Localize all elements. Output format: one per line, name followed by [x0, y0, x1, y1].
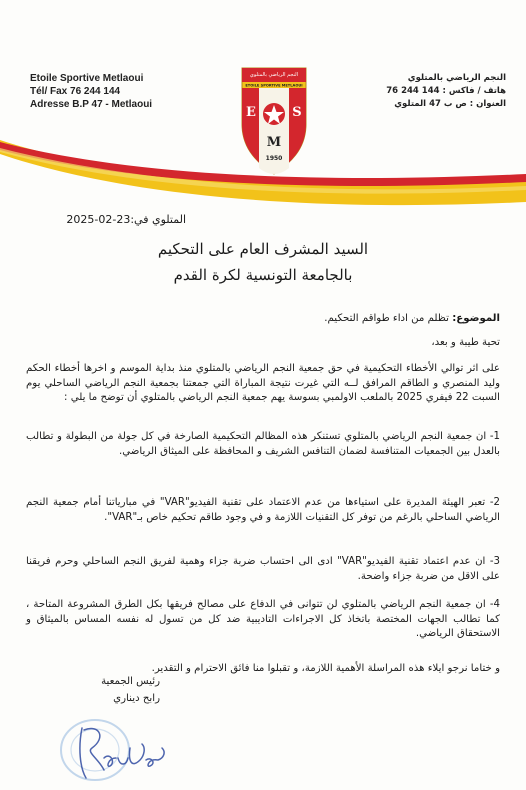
- header-contact-latin: [30, 72, 152, 111]
- club-name-arabic: النجم الرياضي بالمتلوي: [407, 73, 506, 83]
- crest-band-text: ETOILE SPORTIVE METLAOUI: [245, 83, 303, 88]
- signature-title: رئيس الجمعية: [101, 676, 160, 687]
- point-4: 4- ان جمعية النجم الرياضي بالمتلوي لن تتوانى في الدفاع على مصالح فريقها بكل الطرق المشروعة المتاحة ، كما تطالب الجهات المختصة باتخاذ كل الاجراءات التاديبية ضد كل من تسول له نفسه المساس بالميثاق و الاستحقاق الرياضي.: [26, 599, 500, 639]
- phone-fax-latin: Tél/ Fax 76 244 144: [30, 86, 121, 97]
- header-contact-arabic: [326, 72, 506, 111]
- crest-letter-e: E: [246, 105, 256, 120]
- point-3: 3- ان عدم اعتماد تقنية الفيديو"VAR" ادى الى احتساب ضربة جزاء وهمية لفريق النجم الساحلي وحرم فريقنا على الاقل من ضربة جزاء واضحة.: [26, 556, 500, 582]
- subject-text: تظلم من اداء طواقم التحكيم.: [324, 313, 449, 324]
- addressee-line-1: السيد المشرف العام على التحكيم: [157, 240, 369, 258]
- handwritten-signature: [70, 718, 180, 788]
- club-name-latin: Etoile Sportive Metlaoui: [30, 73, 144, 84]
- signature-name: رابح ديناري: [113, 693, 160, 704]
- letter-date: المتلوي في:23-02-2025: [66, 213, 186, 226]
- address-arabic: العنوان : ص ب 47 المتلوي: [394, 99, 506, 109]
- point-2: 2- تعبر الهيئة المديرة على استياءها من عدم الاعتماد على تقنية الفيديو"VAR" في مبارياتنا أمام جمعية النجم الرياضي الساحلي بالرغم من توفر كل التقنيات اللازمة و في وجود طاقم تحكيم خاص بـ"VAR".: [26, 497, 500, 523]
- greeting: تحية طيبة و بعد،: [431, 337, 500, 348]
- crest-arabic-text: النجم الرياضي بالمتلوي: [249, 72, 299, 78]
- crest-letter-m: M: [266, 135, 282, 150]
- closing-paragraph: و ختاما نرجو ايلاء هذه المراسلة الأهمية اللازمة، و تقبلوا منا فائق الاحترام و التقدير.: [151, 663, 500, 674]
- addressee-line-2: بالجامعة التونسية لكرة القدم: [173, 266, 353, 284]
- address-latin: Adresse B.P 47 - Metlaoui: [30, 99, 153, 110]
- point-1: 1- ان جمعية النجم الرياضي بالمتلوي تستنكر هذه المظالم التحكيمية الصارخة في كل جولة من البطولة و تطالب بالعدل بين الجمعيات المتنافسة لضمان التنافس الشريف و المحافظة على الميثاق الرياضي.: [26, 431, 500, 457]
- subject-label: الموضوع:: [452, 313, 500, 324]
- phone-fax-arabic: هاتف / فاكس : 144 244 76: [386, 86, 506, 96]
- subject-line: [26, 312, 500, 327]
- intro-paragraph: على اثر توالي الأخطاء التحكيمية في حق جمعية النجم الرياضي بالمتلوي منذ بداية الموسم و اخرها أخطاء الحكم وليد المنصري و الطاقم المرافق لــه التي غيرت نتيجة المباراة التي جمعتنا بجمعية النجم الرياضي الساحلي يوم السبت 22 فيفري 2025 بالملعب الاولمبي بسوسة يهم جمعية النجم الرياضي بالمتلوي أن توضح ما يلي :: [26, 363, 500, 403]
- club-crest-logo: [239, 64, 309, 176]
- crest-year: 1950: [265, 155, 283, 162]
- crest-letter-s: S: [292, 105, 302, 120]
